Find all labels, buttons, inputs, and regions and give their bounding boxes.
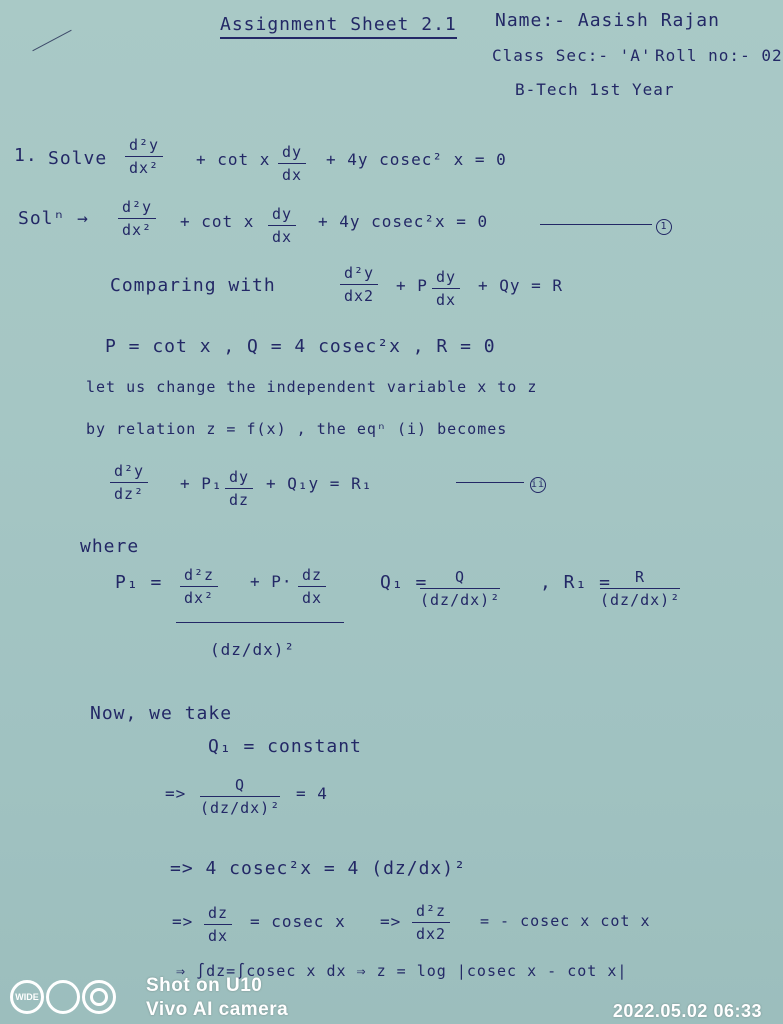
fraction-d2y-dz2 xyxy=(110,462,148,503)
step2: => 4 cosec²x = 4 (dz/dx)² xyxy=(170,858,466,879)
class-section: Class Sec:- 'A' xyxy=(492,46,652,65)
step3b-arrow: => xyxy=(380,912,402,931)
r1-fraction xyxy=(600,568,680,609)
ring-icon xyxy=(46,980,80,1014)
equation-tag xyxy=(654,214,672,235)
equation-tag-number: 1 xyxy=(656,219,672,235)
fraction-denominator: (dz/dx)² xyxy=(420,591,501,609)
equation-rest: + Q₁y = R₁ xyxy=(266,474,373,493)
fraction-denominator: dx xyxy=(302,589,323,607)
fraction-denominator: dx² xyxy=(129,159,160,177)
step4: ⇒ ∫dz=∫cosec x dx ⇒ z = log |cosec x - cot x| xyxy=(176,962,628,980)
equation-tag xyxy=(528,472,546,493)
fraction-denominator: dx² xyxy=(184,589,215,607)
step3-rhs: = cosec x xyxy=(250,912,346,931)
fraction-dy-dx xyxy=(278,143,306,184)
wide-badge-icon: WIDE xyxy=(10,980,44,1014)
fraction-denominator: dx² xyxy=(122,221,153,239)
fraction-numerator: dy xyxy=(278,143,306,164)
course-year: B-Tech 1st Year xyxy=(515,80,675,99)
fraction-d2z-dx2 xyxy=(180,566,218,607)
equation-operator: + P xyxy=(396,276,428,295)
student-name: Name:- Aasish Rajan xyxy=(495,10,720,31)
problem-instruction: Solve xyxy=(48,148,108,169)
fraction-denominator: dx xyxy=(436,291,457,309)
fraction-numerator: R xyxy=(600,568,680,589)
fraction-numerator: d²y xyxy=(340,264,378,285)
lens-icon xyxy=(82,980,116,1014)
fraction-denominator: dz² xyxy=(114,485,145,503)
change-variable-line1: let us change the independent variable x to z xyxy=(86,378,538,396)
comparing-text: Comparing with xyxy=(110,275,276,296)
now-label: Now, we take xyxy=(90,703,233,724)
pqr-values: P = cot x , Q = 4 cosec²x , R = 0 xyxy=(105,336,496,357)
p1-denominator: (dz/dx)² xyxy=(210,640,296,659)
equation-operator: + cot x xyxy=(196,150,271,169)
equation-rest: + 4y cosec² x = 0 xyxy=(326,150,507,169)
equation-dash xyxy=(540,224,652,225)
step3b-rhs: = - cosec x cot x xyxy=(480,912,651,930)
watermark-datetime: 2022.05.02 06:33 xyxy=(612,1001,762,1021)
fraction-numerator: dz xyxy=(204,904,232,925)
fraction-denominator: dx2 xyxy=(416,925,447,943)
fraction-denominator: (dz/dx)² xyxy=(200,799,281,817)
fraction-denominator: dx xyxy=(282,166,303,184)
fraction-numerator: dy xyxy=(432,268,460,289)
watermark-camera: Vivo AI camera xyxy=(146,999,289,1020)
p1-label: P₁ = xyxy=(115,572,163,593)
watermark-shot-on: Shot on U10 xyxy=(146,975,263,996)
fraction-numerator: dz xyxy=(298,566,326,587)
camera-badge xyxy=(10,980,116,1014)
equation-rest: + 4y cosec²x = 0 xyxy=(318,212,489,231)
equation-dash xyxy=(456,482,524,483)
fraction-numerator: d²y xyxy=(125,136,163,157)
fraction-numerator: Q xyxy=(420,568,500,589)
equation-operator: + P₁ xyxy=(180,474,223,493)
fraction-dy-dx xyxy=(268,205,296,246)
fraction-dy-dx xyxy=(432,268,460,309)
q1-constant: Q₁ = constant xyxy=(208,736,362,757)
pencil-mark xyxy=(32,30,71,52)
fraction-denominator: dz xyxy=(229,491,250,509)
assignment-title: Assignment Sheet 2.1 xyxy=(220,14,457,39)
fraction-d2y-dx2 xyxy=(125,136,163,177)
fraction-d2y-dx2 xyxy=(340,264,378,305)
fraction-dz-dx xyxy=(298,566,326,607)
fraction-d2y-dx2 xyxy=(118,198,156,239)
fraction-numerator: Q xyxy=(200,776,280,797)
p1-fraction-bar xyxy=(176,622,344,623)
equation-tag-number: ii xyxy=(530,477,546,493)
fraction-numerator: dy xyxy=(225,468,253,489)
fraction-numerator: d²y xyxy=(118,198,156,219)
change-variable-line2: by relation z = f(x) , the eqⁿ (i) becomes xyxy=(86,420,508,438)
step1-rhs: = 4 xyxy=(296,784,328,803)
fraction-denominator: (dz/dx)² xyxy=(600,591,681,609)
equation-rest: + Qy = R xyxy=(478,276,564,295)
q1-label: Q₁ = xyxy=(380,572,428,593)
fraction-numerator: d²z xyxy=(412,902,450,923)
r1-label: , R₁ = xyxy=(540,572,612,593)
equation-operator: + P· xyxy=(250,572,293,591)
fraction-numerator: dy xyxy=(268,205,296,226)
fraction-denominator: dx2 xyxy=(344,287,375,305)
roll-number: Roll no:- 02 xyxy=(655,46,783,65)
step3-arrow: => xyxy=(172,912,194,931)
fraction-denominator: dx xyxy=(272,228,293,246)
step1-arrow: => xyxy=(165,784,187,803)
fraction-numerator: d²z xyxy=(180,566,218,587)
where-label: where xyxy=(80,536,140,557)
step3b-fraction xyxy=(412,902,450,943)
equation-operator: + cot x xyxy=(180,212,255,231)
q1-fraction xyxy=(420,568,500,609)
fraction-numerator: d²y xyxy=(110,462,148,483)
step3-fraction xyxy=(204,904,232,945)
fraction-denominator: dx xyxy=(208,927,229,945)
problem-number: 1. xyxy=(14,145,38,166)
fraction-dy-dz xyxy=(225,468,253,509)
step1-fraction xyxy=(200,776,280,817)
solution-label: Solⁿ → xyxy=(18,208,90,229)
